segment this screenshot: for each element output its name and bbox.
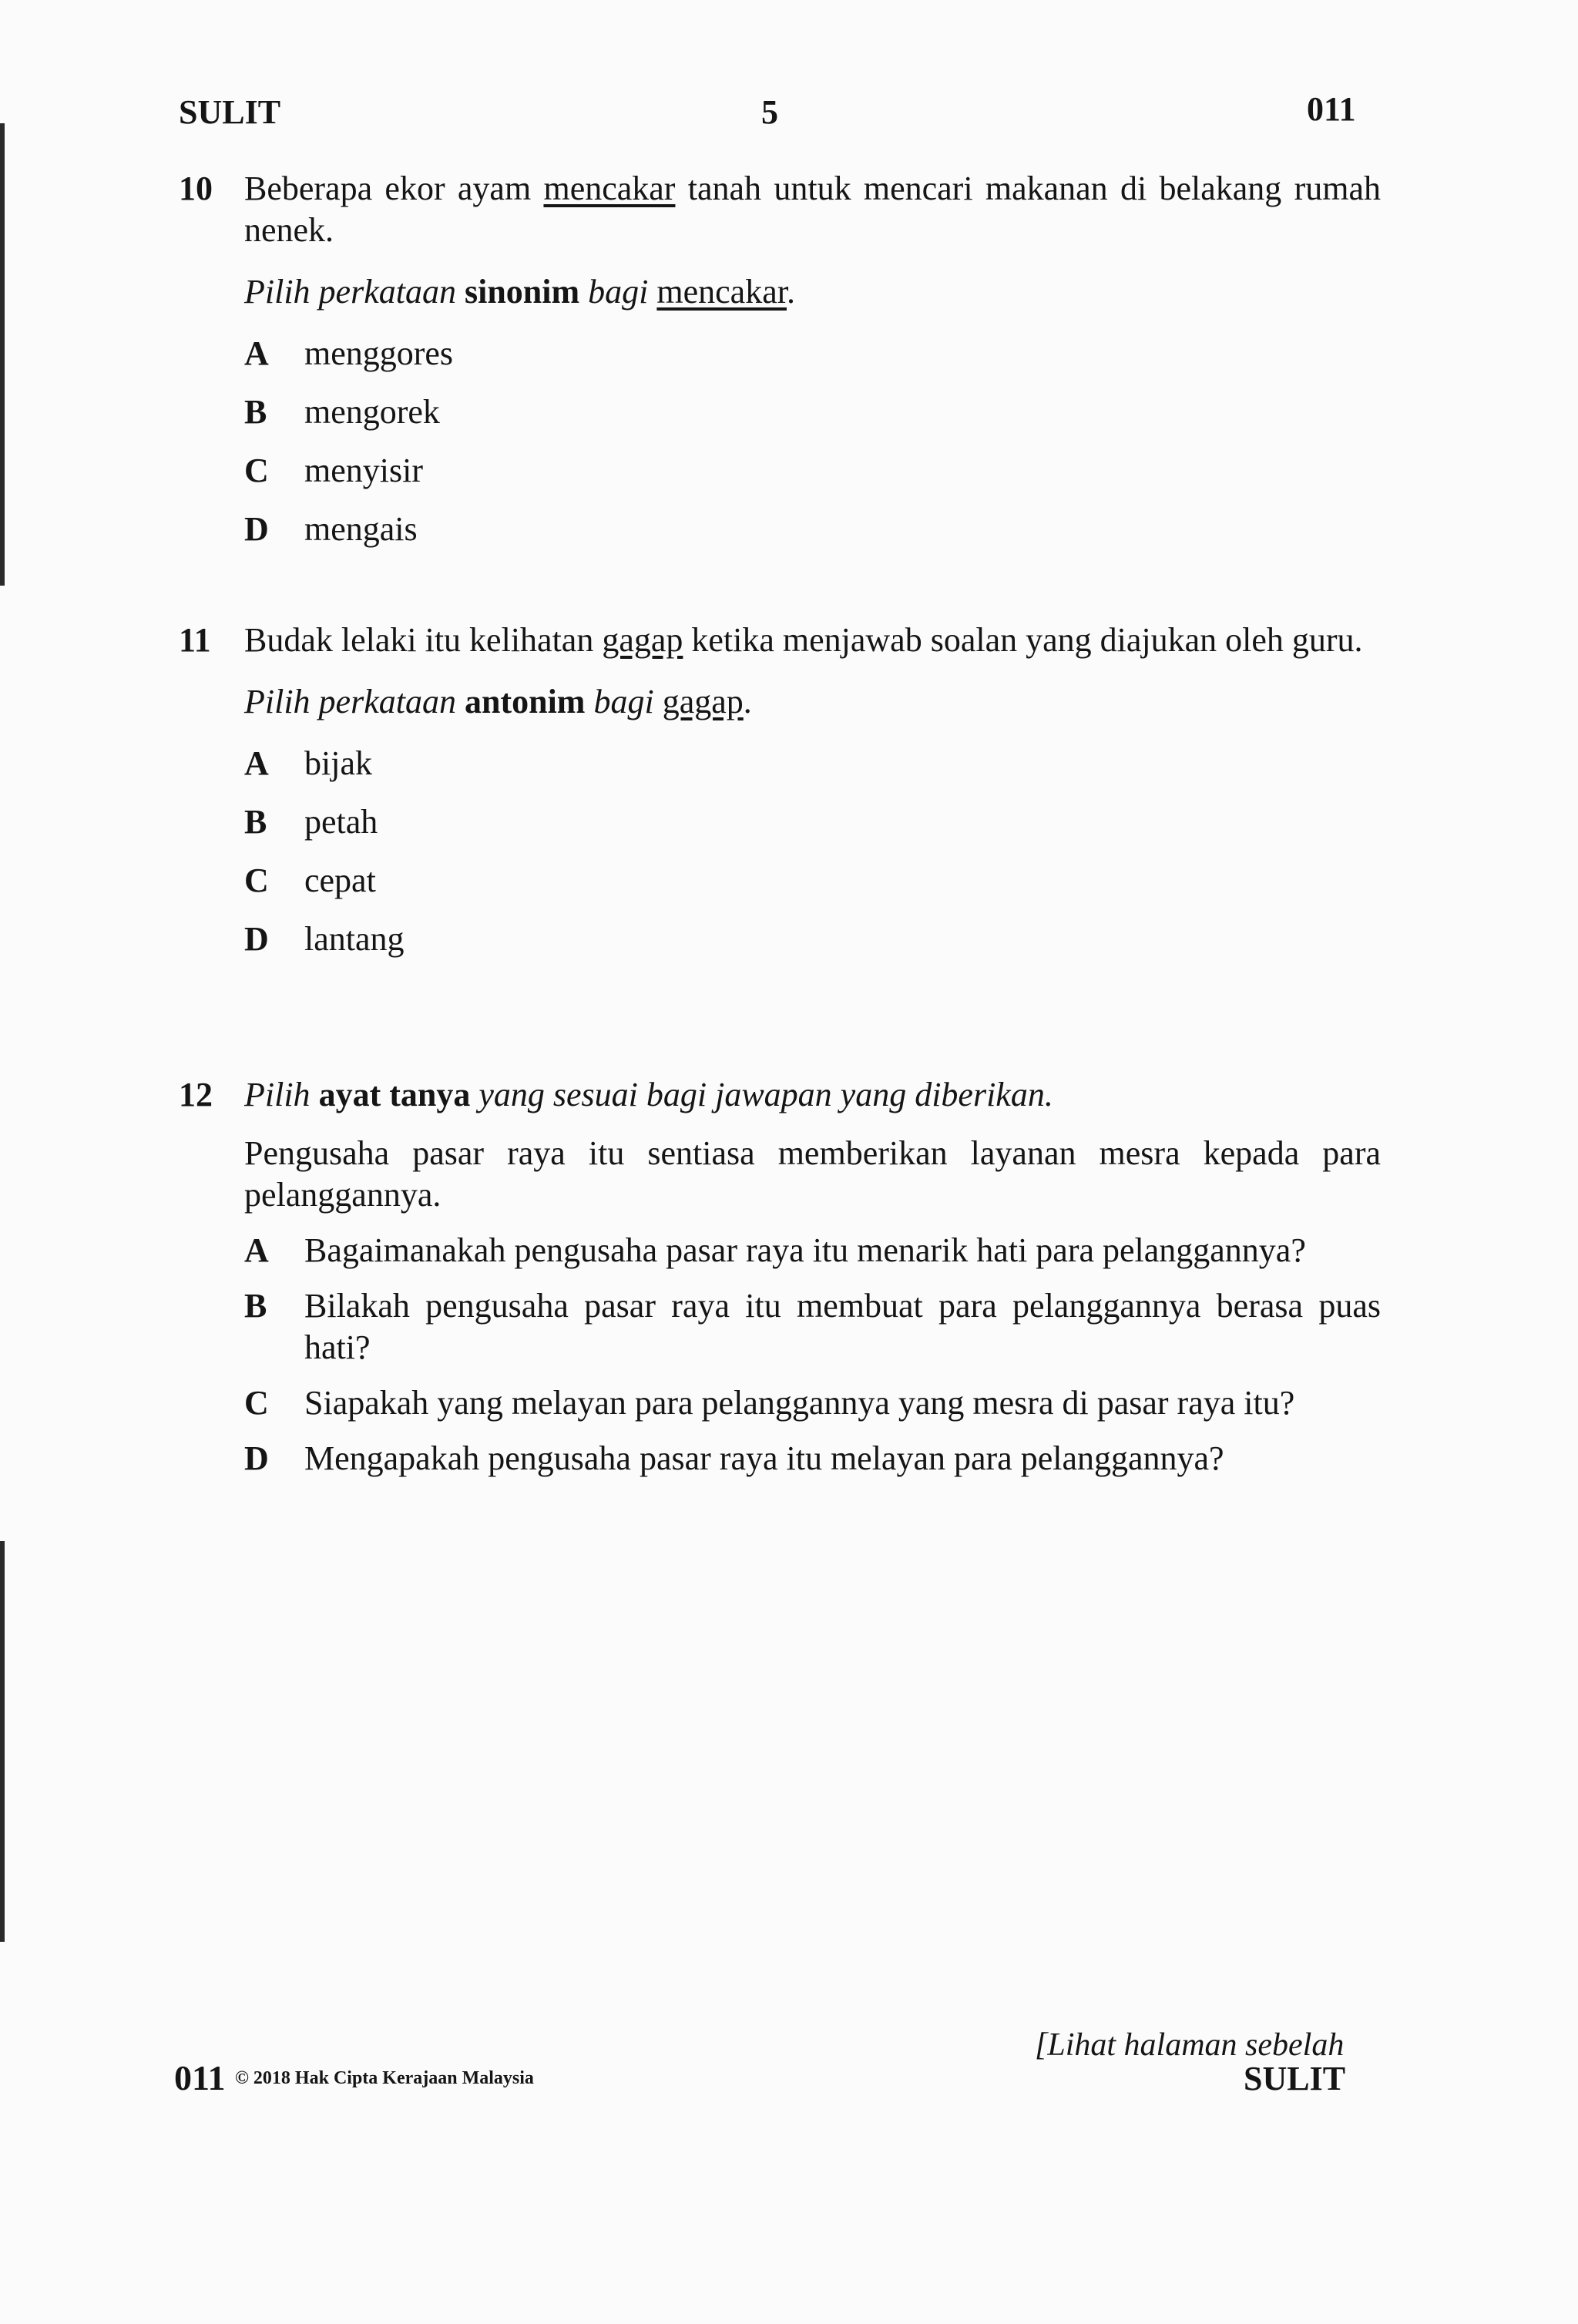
option-a[interactable]: A menggores (244, 334, 454, 372)
target-word: mencakar (543, 170, 676, 207)
next-page-note: [Lihat halaman sebelah (1035, 2027, 1345, 2063)
header-paper-code: 011 (1307, 90, 1356, 128)
option-a[interactable]: A Bagaimanakah pengusaha pasar raya itu menarik hati para pelanggannya? (244, 1231, 1306, 1269)
option-c[interactable]: C Siapakah yang melayan para pelanggannya yang mesra di pasar raya itu? (244, 1384, 1295, 1422)
option-c[interactable]: C menyisir (244, 452, 423, 489)
question-instruction: Pilih perkataan antonim bagi gagap. (244, 683, 752, 720)
target-word: gagap (602, 621, 683, 659)
option-b[interactable]: B mengorek (244, 393, 440, 431)
footer-copyright: © 2018 Hak Cipta Kerajaan Malaysia (235, 2068, 534, 2088)
answer-statement: Pengusaha pasar raya itu sentiasa memberikan layanan mesra kepada para pelanggannya. (244, 1134, 1381, 1214)
footer-paper-code: 011 (174, 2058, 226, 2097)
question-instruction: Pilih ayat tanya yang sesuai bagi jawapan yang diberikan. (244, 1076, 1053, 1113)
question-12 (179, 1074, 1381, 1479)
question-number: 10 (179, 170, 213, 207)
question-instruction: Pilih perkataan sinonim bagi mencakar. (244, 273, 795, 311)
option-d[interactable]: D lantang (244, 920, 405, 958)
option-a[interactable]: A bijak (244, 744, 372, 782)
question-10 (179, 168, 1381, 550)
question-11 (179, 620, 1381, 960)
page-number: 5 (761, 93, 778, 131)
question-stem: Beberapa ekor ayam mencakar tanah untuk mencari makanan di belakang rumah nenek. (244, 170, 1381, 249)
option-b[interactable]: B petah (244, 803, 378, 841)
option-c[interactable]: C cepat (244, 861, 376, 899)
option-b[interactable]: B Bilakah pengusaha pasar raya itu membuat para pelanggannya berasa puas hati? (244, 1287, 1381, 1366)
scan-edge-bottom (0, 1541, 5, 1942)
question-stem: Budak lelaki itu kelihatan gagap ketika menjawab soalan yang diajukan oleh guru. (244, 621, 1363, 659)
question-number: 12 (179, 1076, 213, 1113)
header-sulit: SULIT (179, 93, 281, 131)
option-d[interactable]: D Mengapakah pengusaha pasar raya itu melayan para pelanggannya? (244, 1439, 1224, 1477)
question-number: 11 (179, 621, 211, 659)
footer-sulit: SULIT (1244, 2060, 1346, 2097)
option-d[interactable]: D mengais (244, 510, 418, 548)
scan-edge-top (0, 123, 5, 586)
